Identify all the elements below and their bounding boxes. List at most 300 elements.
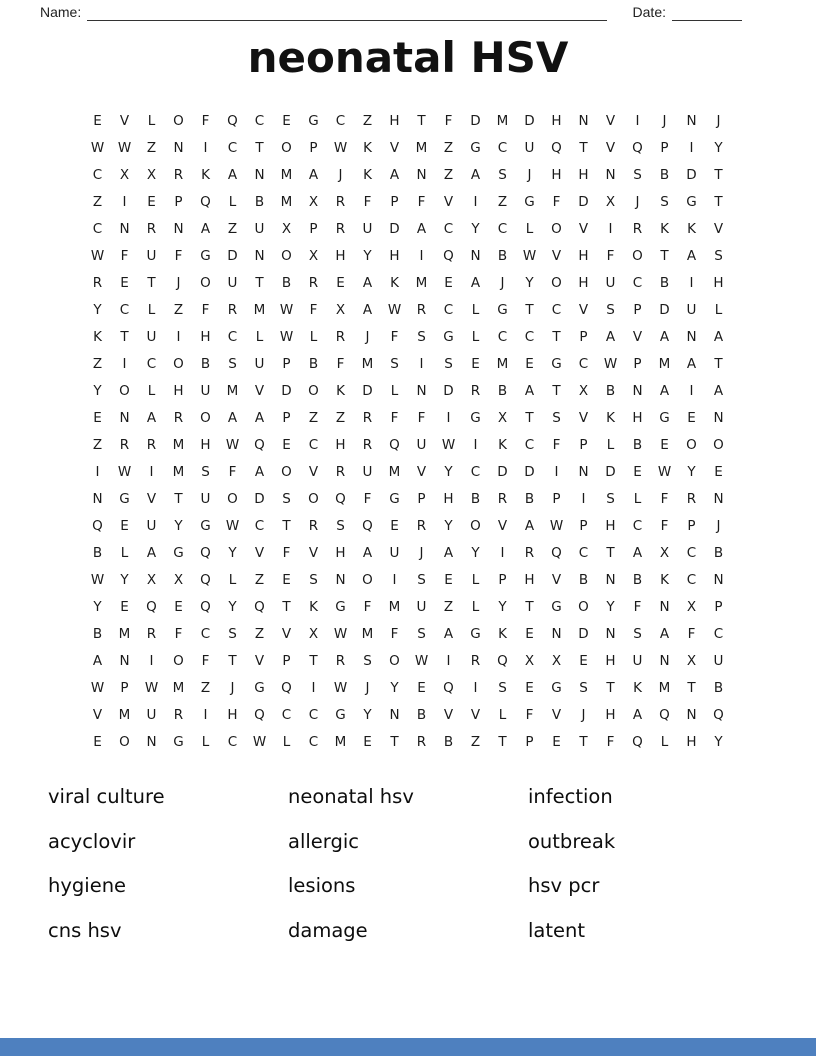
grid-letter: A — [659, 382, 670, 399]
grid-letter: L — [282, 733, 291, 750]
grid-letter: R — [524, 544, 535, 561]
grid-letter: K — [633, 679, 642, 696]
grid-letter: S — [552, 409, 561, 426]
grid-letter: A — [227, 166, 238, 183]
grid-letter: Z — [200, 679, 211, 696]
grid-letter: B — [200, 355, 211, 372]
grid-letter: R — [416, 301, 427, 318]
grid-letter: R — [308, 517, 319, 534]
grid-letter: X — [686, 598, 697, 615]
grid-letter: A — [362, 544, 373, 561]
grid-letter: C — [308, 436, 319, 453]
grid-letter: J — [527, 166, 532, 183]
grid-letter: F — [363, 598, 372, 615]
grid-letter: E — [660, 436, 669, 453]
grid-letter: J — [500, 274, 505, 291]
grid-letter: V — [578, 409, 589, 426]
grid-letter: D — [470, 112, 481, 129]
grid-letter: W — [603, 355, 618, 372]
grid-letter: Q — [497, 652, 508, 669]
grid-letter: M — [496, 355, 509, 372]
word-list-item: allergic — [288, 829, 359, 853]
grid-letter: U — [686, 301, 697, 318]
grid-letter: W — [252, 733, 267, 750]
grid-letter: M — [388, 598, 401, 615]
grid-letter: V — [281, 625, 292, 642]
grid-letter: E — [579, 652, 588, 669]
grid-letter: K — [363, 166, 372, 183]
grid-letter: M — [172, 463, 185, 480]
grid-letter: U — [146, 517, 157, 534]
grid-letter: C — [308, 733, 319, 750]
grid-letter: U — [416, 436, 427, 453]
grid-letter: C — [254, 112, 265, 129]
grid-letter: N — [254, 247, 265, 264]
grid-letter: A — [713, 328, 724, 345]
grid-letter: N — [713, 490, 724, 507]
grid-letter: G — [200, 517, 211, 534]
grid-letter: R — [227, 301, 238, 318]
grid-letter: A — [524, 382, 535, 399]
grid-letter: U — [146, 706, 157, 723]
grid-letter: D — [389, 220, 400, 237]
grid-letter: I — [419, 355, 424, 372]
grid-letter: I — [689, 139, 694, 156]
grid-letter: Y — [228, 544, 237, 561]
grid-letter: N — [254, 166, 265, 183]
grid-letter: H — [605, 652, 616, 669]
grid-letter: F — [363, 490, 372, 507]
grid-letter: G — [173, 733, 184, 750]
grid-letter: C — [335, 112, 346, 129]
grid-letter: K — [309, 598, 318, 615]
grid-letter: Z — [497, 193, 508, 210]
grid-letter: Z — [308, 409, 319, 426]
grid-letter: B — [308, 355, 319, 372]
grid-letter: M — [361, 355, 374, 372]
grid-letter: G — [497, 301, 508, 318]
grid-letter: C — [686, 571, 697, 588]
grid-letter: A — [443, 625, 454, 642]
grid-letter: T — [579, 733, 588, 750]
grid-letter: G — [551, 355, 562, 372]
grid-letter: Y — [363, 247, 372, 264]
grid-letter: I — [203, 139, 208, 156]
grid-letter: D — [524, 112, 535, 129]
grid-letter: E — [525, 355, 534, 372]
grid-letter: C — [578, 355, 589, 372]
grid-letter: H — [227, 706, 238, 723]
grid-letter: S — [201, 463, 210, 480]
grid-letter: E — [120, 598, 129, 615]
word-list-item: neonatal hsv — [288, 785, 414, 809]
grid-letter: C — [227, 733, 238, 750]
grid-letter: T — [147, 274, 156, 291]
grid-letter: U — [254, 220, 265, 237]
grid-letter: A — [227, 409, 238, 426]
grid-letter: B — [443, 733, 454, 750]
grid-letter: W — [279, 301, 294, 318]
grid-letter: L — [660, 733, 669, 750]
grid-letter: O — [713, 436, 724, 453]
grid-letter: K — [201, 166, 210, 183]
grid-letter: R — [335, 463, 346, 480]
grid-letter: B — [659, 274, 670, 291]
grid-letter: A — [470, 274, 481, 291]
grid-letter: E — [282, 571, 291, 588]
grid-letter: N — [659, 598, 670, 615]
grid-letter: N — [173, 220, 184, 237]
grid-letter: J — [338, 166, 343, 183]
grid-letter: T — [174, 490, 183, 507]
grid-letter: O — [308, 490, 319, 507]
grid-letter: V — [470, 706, 481, 723]
grid-letter: H — [605, 706, 616, 723]
grid-letter: E — [417, 679, 426, 696]
grid-letter: I — [608, 220, 613, 237]
grid-letter: W — [225, 436, 240, 453]
grid-letter: V — [146, 490, 157, 507]
grid-letter: F — [660, 490, 669, 507]
grid-letter: O — [173, 112, 184, 129]
grid-letter: E — [282, 112, 291, 129]
grid-letter: K — [363, 139, 372, 156]
grid-letter: M — [226, 382, 239, 399]
grid-letter: H — [578, 274, 589, 291]
grid-letter: D — [659, 301, 670, 318]
grid-letter: E — [687, 409, 696, 426]
grid-letter: I — [554, 463, 559, 480]
grid-letter: T — [687, 679, 696, 696]
grid-letter: T — [255, 274, 264, 291]
grid-letter: F — [201, 301, 210, 318]
grid-letter: L — [147, 301, 156, 318]
grid-letter: F — [309, 301, 318, 318]
grid-letter: L — [471, 328, 480, 345]
grid-letter: O — [362, 571, 373, 588]
grid-letter: C — [92, 220, 103, 237]
grid-letter: R — [362, 436, 373, 453]
grid-letter: Z — [92, 355, 103, 372]
grid-letter: N — [416, 382, 427, 399]
grid-letter: O — [227, 490, 238, 507]
grid-letter: H — [551, 166, 562, 183]
grid-letter: W — [117, 139, 132, 156]
grid-letter: S — [282, 490, 291, 507]
grid-letter: P — [714, 598, 723, 615]
grid-letter: K — [498, 625, 507, 642]
grid-letter: A — [146, 544, 157, 561]
grid-letter: C — [713, 625, 724, 642]
grid-letter: F — [363, 193, 372, 210]
grid-letter: T — [552, 382, 561, 399]
grid-letter: B — [497, 382, 508, 399]
grid-letter: C — [443, 301, 454, 318]
grid-letter: D — [443, 382, 454, 399]
grid-letter: H — [686, 733, 697, 750]
grid-letter: L — [471, 301, 480, 318]
grid-letter: E — [390, 517, 399, 534]
grid-letter: N — [416, 166, 427, 183]
grid-letter: Q — [200, 193, 211, 210]
grid-letter: X — [524, 652, 535, 669]
grid-letter: J — [581, 706, 586, 723]
grid-letter: Z — [254, 571, 265, 588]
grid-letter: G — [551, 598, 562, 615]
grid-letter: Q — [713, 706, 724, 723]
grid-letter: X — [308, 625, 319, 642]
grid-letter: G — [254, 679, 265, 696]
grid-letter: I — [581, 490, 586, 507]
grid-letter: P — [687, 517, 696, 534]
grid-letter: O — [551, 220, 562, 237]
grid-letter: S — [363, 652, 372, 669]
grid-letter: F — [120, 247, 129, 264]
word-list-item: latent — [528, 918, 586, 942]
grid-letter: L — [147, 382, 156, 399]
grid-letter: R — [470, 382, 481, 399]
grid-letter: R — [686, 490, 697, 507]
grid-letter: E — [471, 355, 480, 372]
grid-letter: U — [362, 220, 373, 237]
grid-letter: E — [93, 733, 102, 750]
grid-letter: X — [281, 220, 292, 237]
grid-letter: K — [390, 274, 399, 291]
grid-letter: L — [633, 490, 642, 507]
grid-letter: Y — [444, 463, 453, 480]
grid-letter: Y — [471, 220, 480, 237]
grid-letter: B — [416, 706, 427, 723]
grid-letter: G — [200, 247, 211, 264]
grid-letter: T — [714, 166, 723, 183]
grid-letter: Q — [200, 598, 211, 615]
grid-letter: V — [308, 544, 319, 561]
grid-letter: T — [714, 193, 723, 210]
word-list-item: acyclovir — [48, 829, 136, 853]
grid-letter: Q — [632, 733, 643, 750]
grid-letter: X — [686, 652, 697, 669]
grid-letter: R — [335, 193, 346, 210]
grid-letter: A — [686, 355, 697, 372]
grid-letter: Z — [92, 436, 103, 453]
grid-letter: R — [632, 220, 643, 237]
grid-letter: W — [333, 625, 348, 642]
grid-letter: Q — [146, 598, 157, 615]
grid-letter: S — [606, 490, 615, 507]
grid-letter: J — [716, 112, 721, 129]
grid-letter: W — [333, 139, 348, 156]
grid-letter: V — [605, 112, 616, 129]
grid-letter: W — [387, 301, 402, 318]
grid-letter: N — [686, 328, 697, 345]
grid-letter: E — [525, 679, 534, 696]
grid-letter: C — [551, 301, 562, 318]
grid-letter: I — [473, 679, 478, 696]
grid-letter: N — [659, 652, 670, 669]
grid-letter: Q — [281, 679, 292, 696]
word-list-item: cns hsv — [48, 918, 122, 942]
grid-letter: N — [92, 490, 103, 507]
word-list-item: hsv pcr — [528, 874, 600, 898]
grid-letter: Y — [687, 463, 696, 480]
grid-letter: S — [633, 625, 642, 642]
grid-letter: I — [689, 382, 694, 399]
grid-letter: P — [498, 571, 507, 588]
word-column — [288, 775, 528, 953]
grid-letter: L — [228, 193, 237, 210]
grid-letter: S — [660, 193, 669, 210]
grid-letter: E — [363, 733, 372, 750]
grid-letter: P — [174, 193, 183, 210]
grid-letter: L — [147, 112, 156, 129]
grid-letter: T — [579, 139, 588, 156]
word-list-item: viral culture — [48, 785, 165, 809]
grid-letter: G — [389, 490, 400, 507]
grid-letter: F — [390, 409, 399, 426]
grid-letter: I — [149, 652, 154, 669]
grid-letter: P — [579, 517, 588, 534]
grid-letter: V — [254, 382, 265, 399]
puzzle-title: neonatal HSV — [247, 33, 569, 82]
grid-letter: A — [632, 544, 643, 561]
grid-letter: U — [389, 544, 400, 561]
grid-letter: Q — [362, 517, 373, 534]
grid-letter: F — [228, 463, 237, 480]
grid-letter: Q — [200, 544, 211, 561]
grid-letter: C — [578, 544, 589, 561]
grid-letter: O — [173, 355, 184, 372]
grid-letter: H — [713, 274, 724, 291]
word-list-item: damage — [288, 918, 368, 942]
grid-letter: Q — [254, 706, 265, 723]
grid-letter: Y — [228, 598, 237, 615]
grid-letter: R — [173, 166, 184, 183]
grid-letter: Y — [606, 598, 615, 615]
grid-letter: F — [687, 625, 696, 642]
grid-letter: O — [389, 652, 400, 669]
grid-letter: F — [660, 517, 669, 534]
grid-letter: I — [203, 706, 208, 723]
grid-letter: S — [417, 625, 426, 642]
grid-letter: I — [176, 328, 181, 345]
grid-letter: R — [362, 409, 373, 426]
grid-letter: M — [361, 625, 374, 642]
grid-letter: Q — [551, 544, 562, 561]
grid-letter: B — [605, 382, 616, 399]
grid-letter: Z — [173, 301, 184, 318]
grid-letter: B — [254, 193, 265, 210]
grid-letter: H — [389, 247, 400, 264]
grid-letter: K — [660, 571, 669, 588]
grid-letter: U — [254, 355, 265, 372]
grid-letter: Y — [714, 733, 723, 750]
grid-letter: G — [470, 409, 481, 426]
grid-letter: N — [605, 571, 616, 588]
grid-letter: T — [390, 733, 399, 750]
grid-letter: L — [606, 436, 615, 453]
grid-letter: H — [605, 517, 616, 534]
grid-letter: W — [441, 436, 456, 453]
grid-letter: T — [606, 544, 615, 561]
grid-letter: S — [606, 301, 615, 318]
grid-letter: Q — [200, 571, 211, 588]
grid-letter: X — [578, 382, 589, 399]
grid-letter: F — [552, 193, 561, 210]
grid-letter: E — [552, 733, 561, 750]
grid-letter: W — [549, 517, 564, 534]
grid-letter: A — [524, 517, 535, 534]
grid-letter: U — [200, 382, 211, 399]
grid-letter: B — [524, 490, 535, 507]
grid-letter: P — [579, 328, 588, 345]
grid-letter: D — [686, 166, 697, 183]
grid-letter: A — [254, 463, 265, 480]
grid-letter: T — [309, 652, 318, 669]
grid-letter: S — [633, 166, 642, 183]
grid-letter: I — [473, 193, 478, 210]
grid-letter: S — [498, 679, 507, 696]
grid-letter: E — [120, 517, 129, 534]
grid-letter: U — [200, 490, 211, 507]
grid-letter: M — [415, 139, 428, 156]
grid-letter: N — [119, 220, 130, 237]
grid-letter: L — [228, 571, 237, 588]
grid-letter: I — [689, 274, 694, 291]
grid-letter: A — [92, 652, 103, 669]
grid-letter: F — [201, 652, 210, 669]
grid-letter: Z — [443, 598, 454, 615]
grid-letter: J — [176, 274, 181, 291]
grid-letter: N — [605, 166, 616, 183]
grid-letter: H — [200, 328, 211, 345]
grid-letter: V — [551, 706, 562, 723]
grid-letter: I — [122, 193, 127, 210]
grid-letter: A — [146, 409, 157, 426]
grid-letter: M — [172, 436, 185, 453]
grid-letter: X — [335, 301, 346, 318]
grid-letter: A — [659, 328, 670, 345]
grid-letter: P — [417, 490, 426, 507]
grid-letter: S — [309, 571, 318, 588]
grid-letter: B — [92, 625, 103, 642]
grid-letter: A — [659, 625, 670, 642]
grid-letter: F — [282, 544, 291, 561]
grid-letter: F — [552, 436, 561, 453]
grid-letter: P — [282, 652, 291, 669]
grid-letter: Q — [443, 679, 454, 696]
grid-letter: C — [632, 517, 643, 534]
grid-letter: M — [658, 355, 671, 372]
grid-letter: F — [174, 625, 183, 642]
grid-letter: O — [281, 247, 292, 264]
grid-letter: C — [281, 706, 292, 723]
grid-letter: V — [254, 652, 265, 669]
grid-letter: E — [714, 463, 723, 480]
grid-letter: Y — [93, 301, 102, 318]
grid-letter: V — [497, 517, 508, 534]
grid-letter: X — [308, 193, 319, 210]
grid-letter: T — [606, 679, 615, 696]
grid-letter: B — [92, 544, 103, 561]
grid-letter: G — [686, 193, 697, 210]
grid-letter: L — [255, 328, 264, 345]
grid-letter: R — [308, 274, 319, 291]
grid-letter: R — [335, 328, 346, 345]
grid-letter: Q — [335, 490, 346, 507]
grid-letter: T — [120, 328, 129, 345]
grid-letter: C — [470, 463, 481, 480]
grid-letter: G — [173, 544, 184, 561]
